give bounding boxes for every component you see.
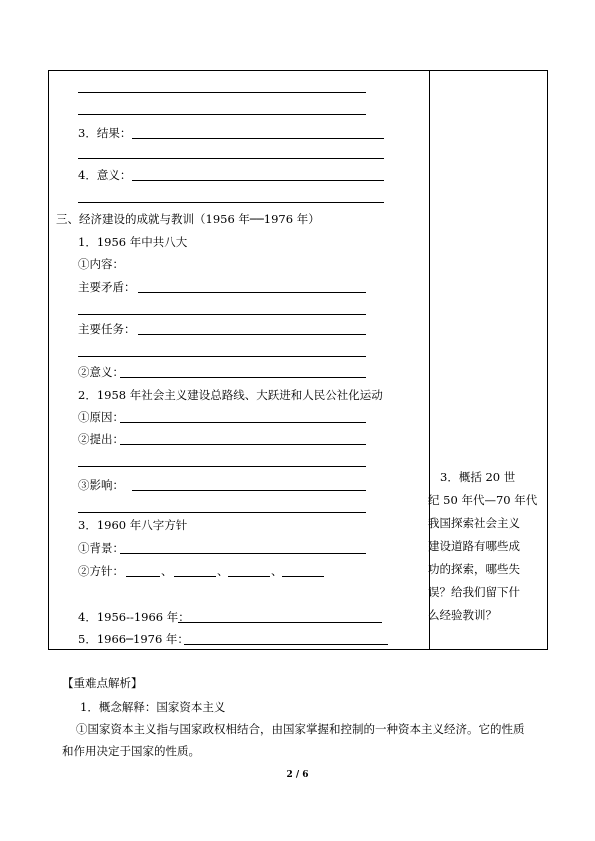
significance-label: ②意义： [78,365,124,379]
answer-line[interactable] [78,466,366,467]
reason-label: ①原因： [78,410,124,424]
proposal-line[interactable] [120,444,366,445]
policy-blank-4[interactable] [282,576,324,577]
proposal-label: ②提出： [78,432,124,446]
meaning-label: 4．意义： [78,168,132,182]
main-task-label: 主要任务： [78,322,136,336]
question-line: 建设道路有哪些成 [428,539,520,553]
question-line: 误？给我们留下什 [428,585,520,599]
question-line: 功的探索，哪些失 [428,562,520,576]
background-label: ①背景： [78,541,124,555]
main-task-line[interactable] [138,334,366,335]
policy-blank-1[interactable] [126,576,160,577]
policy-separator: 、 [217,564,229,578]
policy-blank-2[interactable] [174,576,216,577]
period-1956-1966-line[interactable] [178,622,382,623]
concept-heading: 1．概念解释：国家资本主义 [80,700,226,714]
eight-char-heading: 3．1960 年八字方针 [78,518,188,532]
period-1966-1976-label: 5．1966─1976 年： [78,632,189,646]
question-line: 么经验教训？ [428,608,497,622]
policy-label: ②方针： [78,564,124,578]
answer-line[interactable] [78,314,366,315]
main-contradiction-line[interactable] [138,292,366,293]
result-answer-line[interactable] [132,138,384,139]
question-line: 3．概括 20 世 [440,470,516,484]
significance-line[interactable] [120,377,366,378]
period-1966-1976-line[interactable] [184,644,388,645]
page-number: 2 / 6 [286,770,309,780]
impact-label: ③影响： [78,478,124,492]
answer-line[interactable] [78,356,366,357]
question-line: 纪 50 年代—70 年代 [428,493,538,507]
answer-line[interactable] [78,114,366,115]
answer-line[interactable] [78,202,384,203]
movement-1958-heading: 2．1958 年社会主义建设总路线、大跃进和人民公社化运动 [78,388,383,402]
answer-line[interactable] [78,512,366,513]
policy-blank-3[interactable] [228,576,270,577]
eighth-congress-heading: 1．1956 年中共八大 [78,235,188,249]
content-label: ①内容： [78,257,124,271]
analysis-paragraph-line-2: 和作用决定于国家的性质。 [62,744,200,758]
review-question [428,466,548,627]
policy-separator: 、 [271,564,283,578]
result-label: 3．结果： [78,126,132,140]
reason-line[interactable] [120,422,366,423]
impact-line[interactable] [132,490,366,491]
analysis-heading: 【重难点解析】 [62,676,143,690]
section-three-title: 三、经济建设的成就与教训（1956 年──1976 年） [56,212,320,226]
answer-line[interactable] [78,158,384,159]
period-1956-1966-label: 4．1956--1966 年： [78,610,190,624]
question-line: 我国探索社会主义 [428,516,520,530]
analysis-paragraph-line-1: ①国家资本主义指与国家政权相结合，由国家掌握和控制的一种资本主义经济。它的性质 [76,722,525,736]
answer-line[interactable] [78,92,366,93]
policy-separator: 、 [161,564,173,578]
main-contradiction-label: 主要矛盾： [78,280,136,294]
meaning-answer-line[interactable] [132,180,384,181]
background-line[interactable] [120,553,366,554]
